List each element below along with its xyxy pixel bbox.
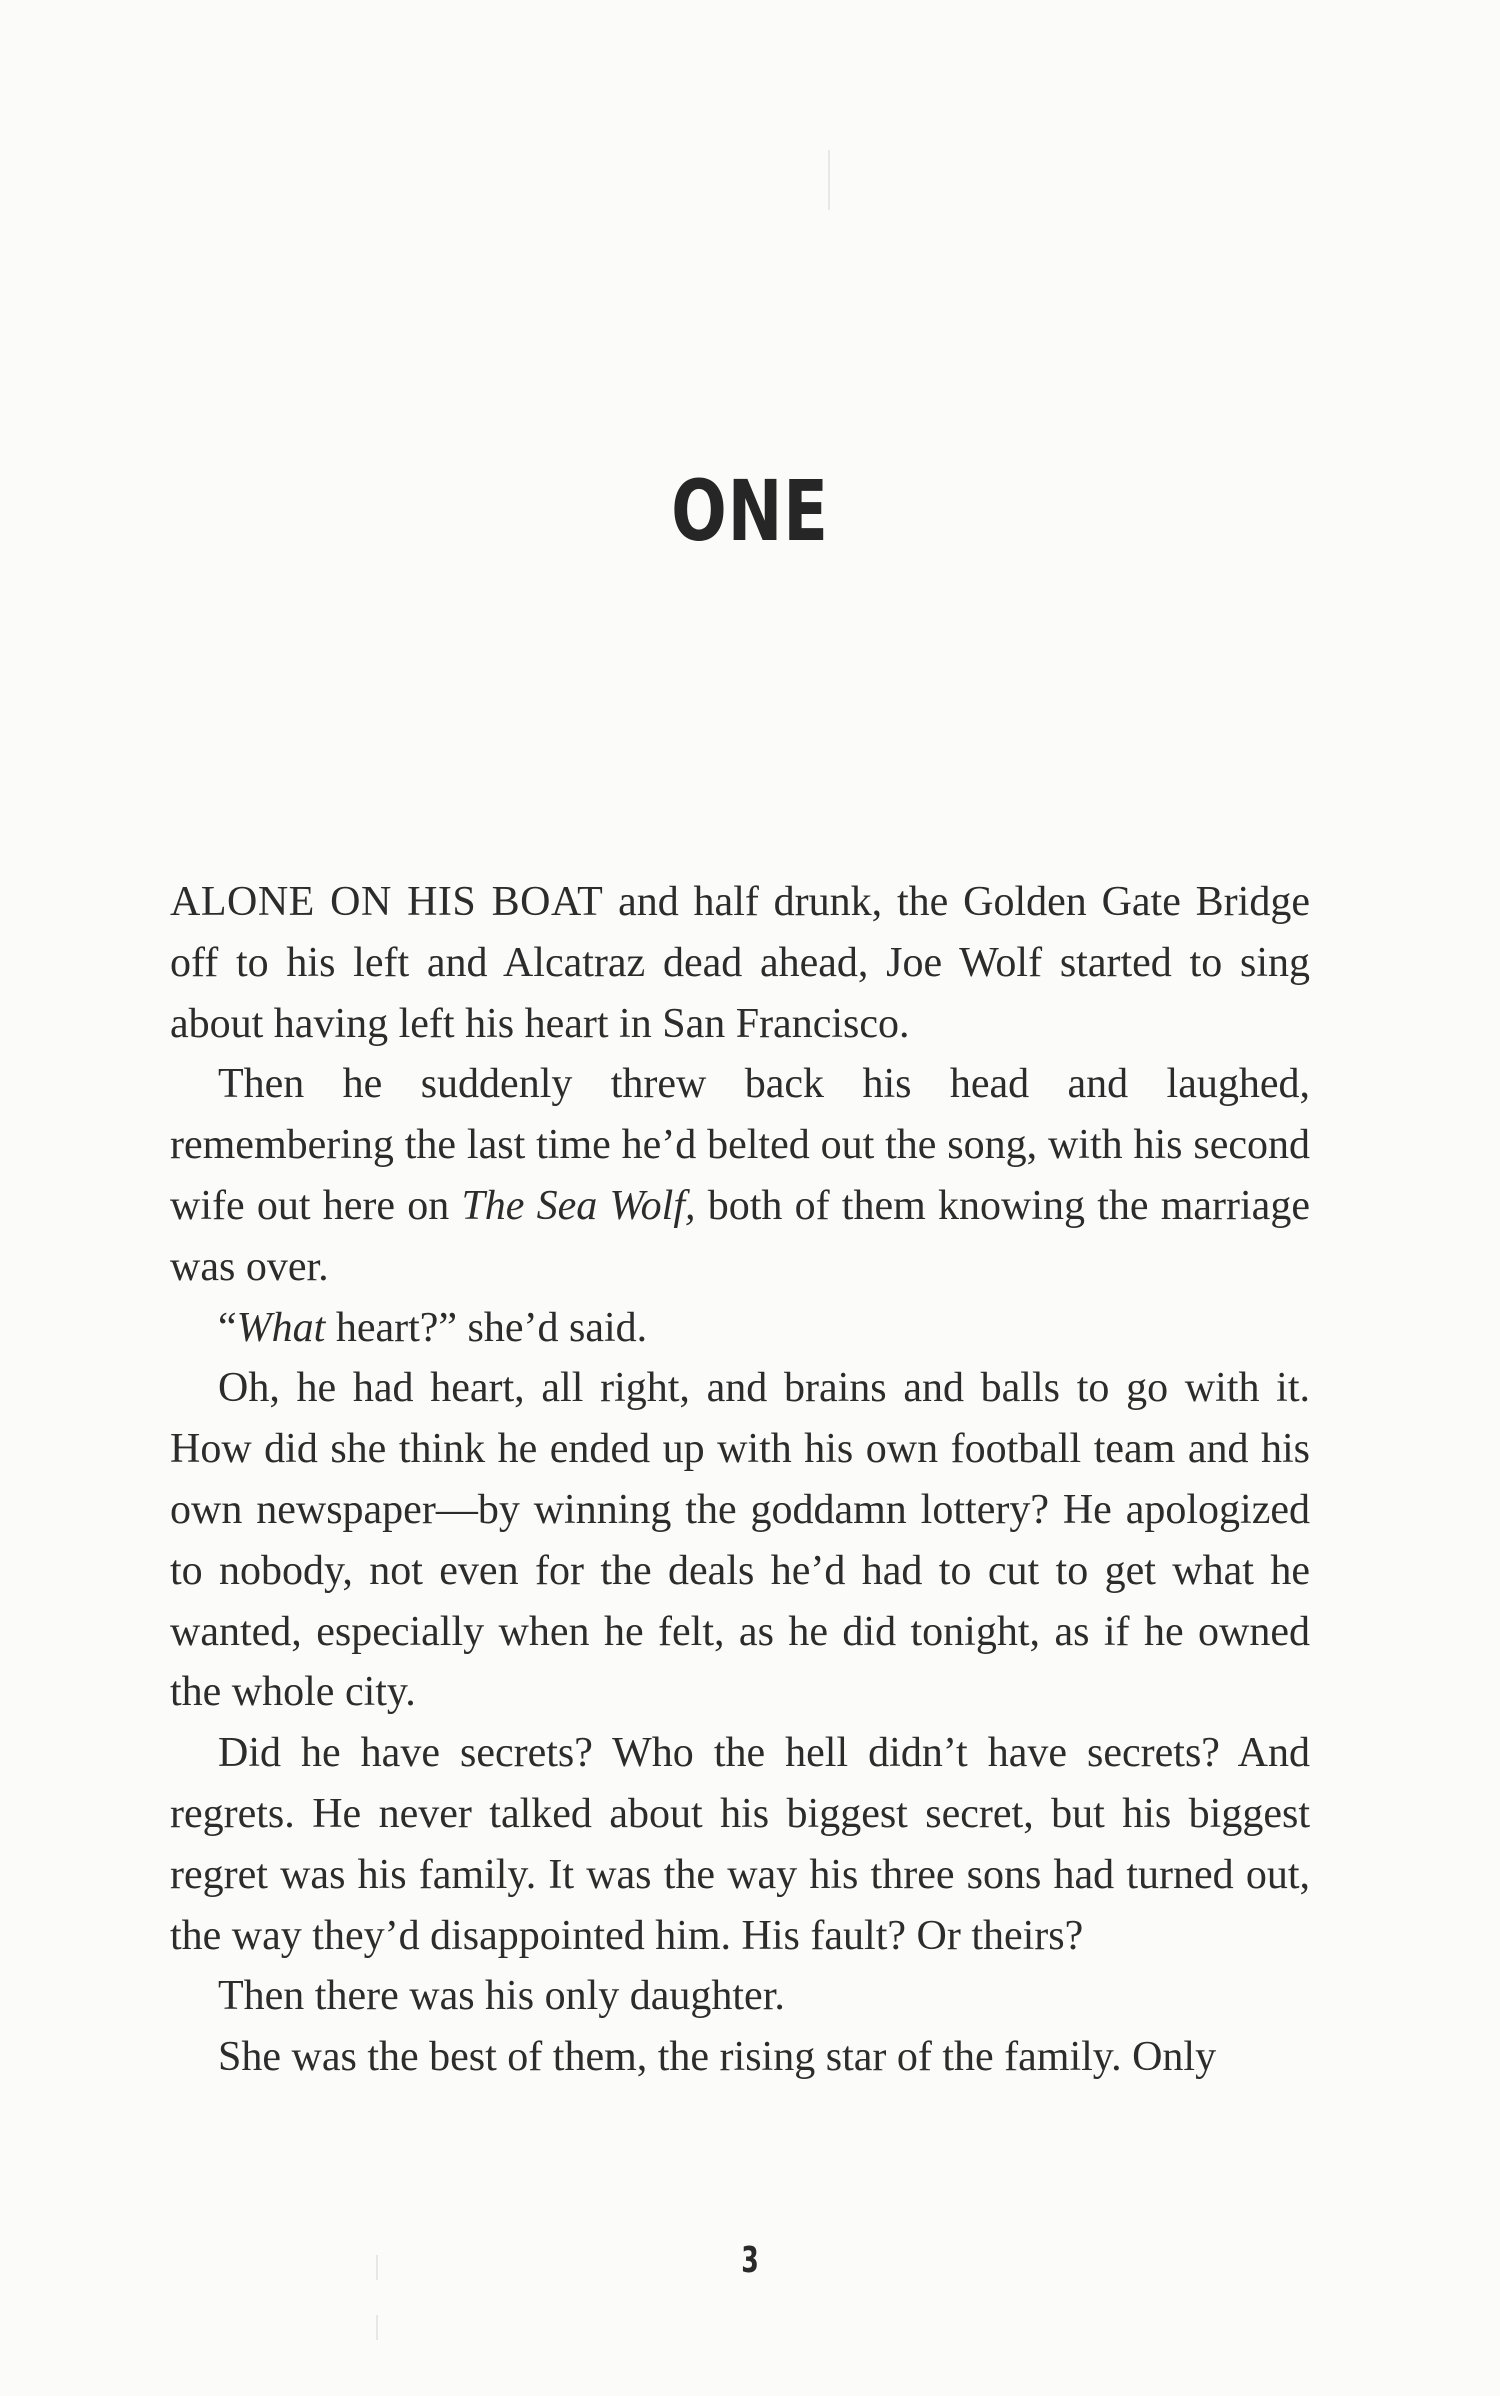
paragraph bbox=[170, 2027, 1310, 2088]
paragraph-text: and half drunk, the Golden Gate Bridge off to his left and Alcatraz dead ahead, Joe Wolf started to sing about having left his heart in San Francisco. bbox=[170, 879, 1310, 1047]
paragraph bbox=[170, 872, 1310, 1054]
paragraph-text: “ bbox=[218, 1304, 237, 1351]
paragraph-text: Did he have secrets? Who the hell didn’t have secrets? And regrets. He never talked about his biggest secret, but his biggest regret was his family. It was the way his three sons had turned out, the way they’d disappointed him. His fault? Or theirs? bbox=[170, 1730, 1310, 1959]
scan-artifact-mark bbox=[828, 150, 830, 210]
paragraph bbox=[170, 1723, 1310, 1966]
paragraph-lead-in: ALONE ON HIS BOAT bbox=[170, 879, 604, 925]
paragraph-text: Then there was his only daughter. bbox=[218, 1973, 785, 2020]
paragraph-text: heart?” she’d said. bbox=[325, 1304, 648, 1351]
paragraph-text: She was the best of them, the rising star of the family. Only bbox=[218, 2034, 1217, 2081]
emphasis-italic: What bbox=[236, 1304, 326, 1351]
scan-artifact-mark bbox=[376, 2315, 378, 2340]
boat-name-italic: The Sea Wolf, bbox=[461, 1182, 696, 1229]
paragraph bbox=[170, 1358, 1310, 1723]
paragraph bbox=[170, 1298, 1310, 1359]
chapter-body bbox=[170, 872, 1310, 2088]
paragraph bbox=[170, 1054, 1310, 1297]
paragraph-text: both of them knowing the marriage was over. bbox=[170, 1182, 1310, 1290]
paragraph bbox=[170, 1966, 1310, 2027]
paragraph-text: Then he suddenly threw back his head and laughed, remembering the last time he’d belted out the song, with his second wife out here on bbox=[170, 1061, 1310, 1229]
page-number: 3 bbox=[741, 2240, 759, 2281]
paragraph-text: Oh, he had heart, all right, and brains and balls to go with it. How did she think he ended up with his own football team and his own newspaper—by winning the goddamn lottery? He apologized to nobody, not even for the deals he’d had to cut to get what he wanted, especially when he felt, as he did tonight, as if he owned the whole city. bbox=[170, 1365, 1310, 1716]
chapter-title: ONE bbox=[671, 462, 829, 560]
